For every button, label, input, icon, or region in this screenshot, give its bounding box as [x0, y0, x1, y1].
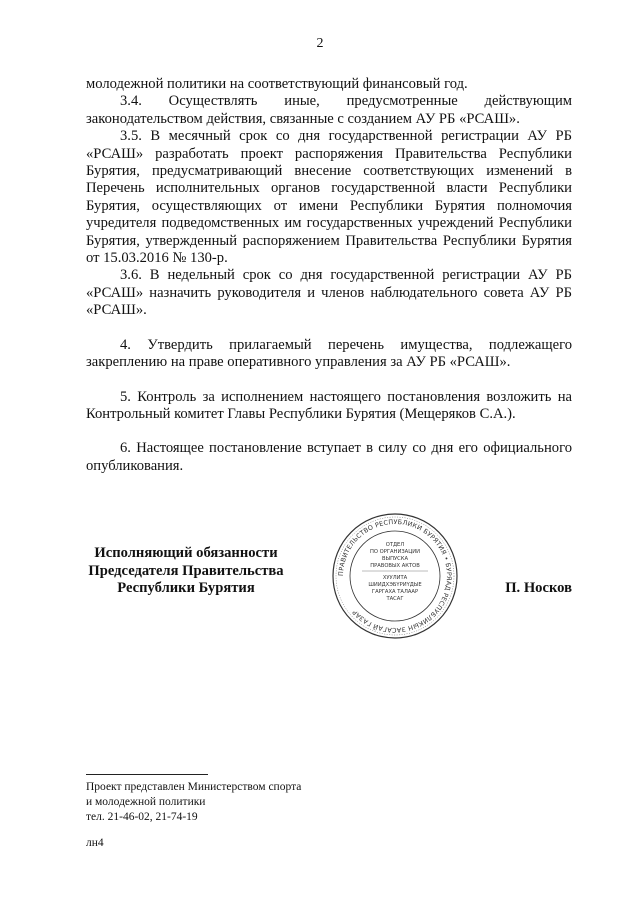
svg-text:ХУУЛИТА: ХУУЛИТА [382, 575, 408, 581]
footnote-divider [86, 774, 208, 775]
paragraph-6: 6. Настоящее постановление вступает в силу со дня его официального опубликования. [86, 440, 572, 474]
paragraph-3-4: 3.4. Осуществлять иные, предусмотренные действующим законодательством действия, связанные с созданием АУ РБ «РСАШ». [86, 93, 572, 127]
signature-block [86, 517, 572, 645]
footnote: Проект представлен Министерством спорта и молодежной политики тел. 21-46-02, 21-74-19 [86, 781, 302, 823]
paragraph-continuation: молодежной политики на соответствующий финансовый год. [86, 76, 468, 92]
official-seal [330, 513, 460, 639]
signatory-name: П. Носков [505, 580, 572, 596]
document-code: лн4 [86, 837, 104, 849]
svg-text:ОТДЕЛ: ОТДЕЛ [385, 542, 405, 548]
svg-text:ВЫПУСКА: ВЫПУСКА [381, 556, 409, 562]
svg-text:ПРАВОВЫХ АКТОВ: ПРАВОВЫХ АКТОВ [370, 563, 420, 569]
seal-outer-text: ПРАВИТЕЛЬСТВО РЕСПУБЛИКИ БУРЯТИЯ • БУРЯАД РЕСПУБЛИКЫН ЗАСАГАЙ ГАЗАР [336, 517, 454, 635]
paragraph-3-5: 3.5. В месячный срок со дня государственной регистрации АУ РБ «РСАШ» разработать проект распоряжения Правительства Республики Бурятия, предусматривающий внесение соответствующих изменений в Перечень исполнительных органов государственной власти Республики Бурятия, осуществляющих от имени Республики Бурятия полномочия учредителя подведомственных им государственных учреждений Республики Бурятия, утвержденный распоряжением Правительства Республики Бурятия от 15.03.2016 № 130-р. [86, 128, 572, 267]
paragraph-3-6: 3.6. В недельный срок со дня государственной регистрации АУ РБ «РСАШ» назначить руководителя и членов наблюдательного совета АУ РБ «РСАШ». [86, 267, 572, 319]
svg-text:ТАСАГ: ТАСАГ [386, 596, 404, 602]
document-body [86, 76, 572, 475]
paragraph-4: 4. Утвердить прилагаемый перечень имущества, подлежащего закреплению на праве оперативного управления за АУ РБ «РСАШ». [86, 336, 572, 371]
svg-text:ПО ОРГАНИЗАЦИИ: ПО ОРГАНИЗАЦИИ [369, 549, 421, 555]
svg-text:ГАРГАХА ТАЛААР: ГАРГАХА ТАЛААР [371, 589, 419, 595]
paragraph-5: 5. Контроль за исполнением настоящего постановления возложить на Контрольный комитет Главы Республики Бурятия (Мещеряков С.А.). [86, 388, 572, 422]
signatory-title: Исполняющий обязанности Председателя Правительства Республики Бурятия [88, 545, 284, 596]
page-number: 2 [316, 36, 324, 51]
svg-text:ШИИДХЭБҮРИҮДЫЕ: ШИИДХЭБҮРИҮДЫЕ [368, 582, 422, 588]
